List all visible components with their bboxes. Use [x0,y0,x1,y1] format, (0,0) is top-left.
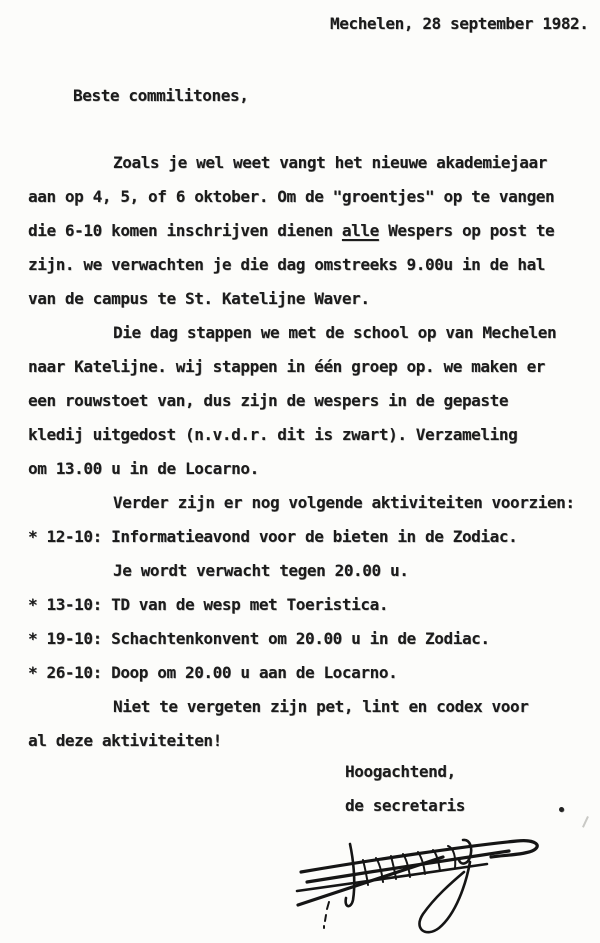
letter-line: om 13.00 u in de Locarno. [28,459,259,478]
date-line: Mechelen, 28 september 1982. [330,14,589,33]
letter-line: kledij uitgedost (n.v.d.r. dit is zwart). Verzameling [28,425,518,444]
letter-line: naar Katelijne. wij stappen in één groep op. we maken er [28,357,546,376]
signature-stroke [325,915,326,921]
letter-line-with-underline [28,214,588,248]
letter-line: al deze aktiviteiten! [28,731,222,750]
signature-stroke [301,841,537,872]
letter-line: Zoals je wel weet vangt het nieuwe akademiejaar [113,153,547,172]
activity-line: * 12-10: Informatieavond voor de bieten in de Zodiac. [28,527,518,546]
letter-line: een rouwstoet van, dus zijn de wespers in de gepaste [28,391,509,410]
line-text: Wespers op post te [378,221,555,240]
line-text: die 6-10 komen inschrijven dienen [28,221,342,240]
activity-line: Je wordt verwacht tegen 20.00 u. [113,561,409,580]
signature-stroke [459,840,471,864]
letter-line: Die dag stappen we met de school op van Mechelen [113,323,557,342]
valediction: Hoogachtend, [345,762,456,781]
scan-artifact [582,816,598,832]
activity-line: * 26-10: Doop om 20.00 u aan de Locarno. [28,663,398,682]
signoff: de secretaris [345,796,466,815]
letter-line: Verder zijn er nog volgende aktiviteiten voorzien: [113,493,575,512]
salutation: Beste commilitones, [73,86,249,105]
stray-ink-dot [559,807,564,812]
letter-line: aan op 4, 5, of 6 oktober. Om de "groentjes" op te vangen [28,187,555,206]
letter-line: van de campus te St. Katelijne Waver. [28,289,370,308]
signature [295,823,575,941]
letter-line: zijn. we verwachten je die dag omstreeks 9.00u in de hal [28,255,546,274]
activity-line: * 19-10: Schachtenkonvent om 20.00 u in de Zodiac. [28,629,490,648]
letter-line: Niet te vergeten zijn pet, lint en codex voor [113,697,529,716]
closing-block [345,755,465,823]
signature-stroke [327,902,329,909]
activity-line: * 13-10: TD van de wesp met Toeristica. [28,595,389,614]
letter-body [28,146,588,758]
underlined-word: alle [341,221,379,240]
